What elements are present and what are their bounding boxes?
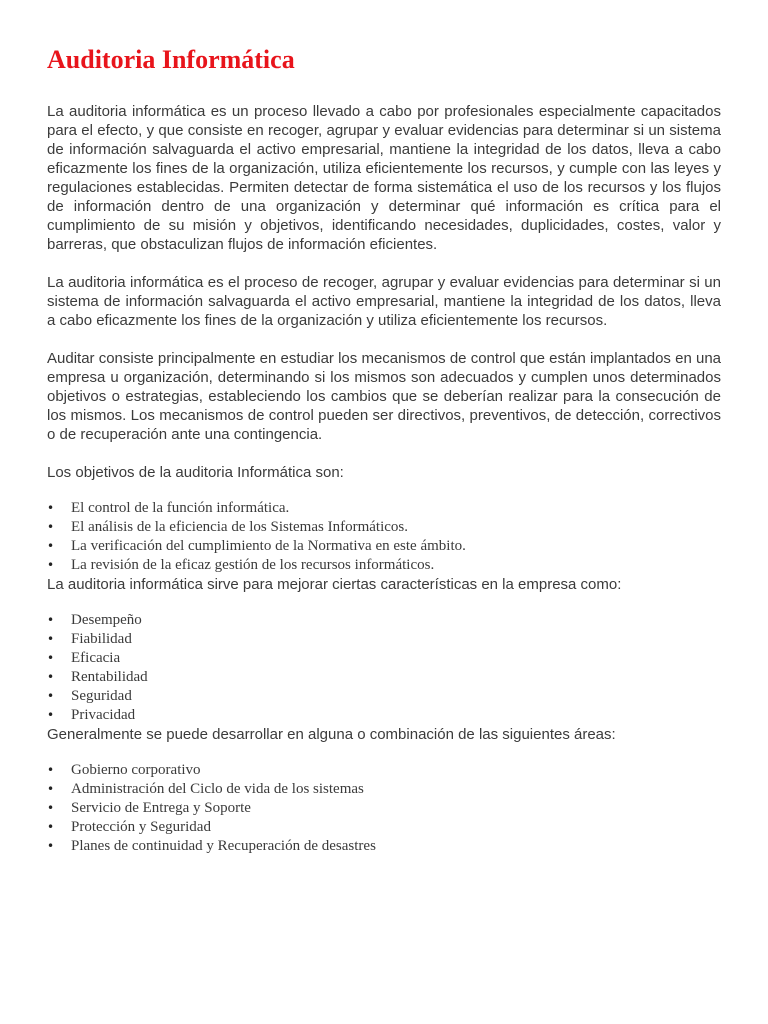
list-item: • Desempeño	[47, 611, 721, 630]
list-item: • Gobierno corporativo	[47, 761, 721, 780]
areas-intro: Generalmente se puede desarrollar en alguna o combinación de las siguientes áreas:	[47, 726, 616, 743]
list-item: • Rentabilidad	[47, 668, 721, 687]
objetivos-intro: Los objetivos de la auditoria Informática son:	[47, 464, 344, 481]
list-item: • Servicio de Entrega y Soporte	[47, 799, 721, 818]
list-item: • Planes de continuidad y Recuperación de desastres	[47, 837, 721, 856]
caracteristicas-list	[47, 611, 721, 725]
list-item: • Seguridad	[47, 687, 721, 706]
list-item: • La verificación del cumplimiento de la Normativa en este ámbito.	[47, 537, 721, 556]
page-title: Auditoria Informática	[47, 45, 295, 74]
document-page	[47, 44, 721, 856]
list-item: • La revisión de la eficaz gestión de los recursos informáticos.	[47, 556, 721, 575]
list-item: • Privacidad	[47, 706, 721, 725]
list-item: • Protección y Seguridad	[47, 818, 721, 837]
list-item: • El análisis de la eficiencia de los Sistemas Informáticos.	[47, 518, 721, 537]
paragraph-auditar: Auditar consiste principalmente en estudiar los mecanismos de control que están implantados en una empresa u organización, determinando si los mismos son adecuados y cumplen unos determinados objetivos o estrategias, estableciendo los cambios que se deberían realizar para la consecución de los mismos. Los mecanismos de control pueden ser directivos, preventivos, de detección, correctivos o de recuperación ante una contingencia.	[47, 350, 721, 443]
areas-list	[47, 761, 721, 856]
paragraph-definition: La auditoria informática es un proceso llevado a cabo por profesionales especialmente capacitados para el efecto, y que consiste en recoger, agrupar y evaluar evidencias para determinar si un sistema de información salvaguarda el activo empresarial, mantiene la integridad de los datos, lleva a cabo eficazmente los fines de la organización, utiliza eficientemente los recursos, y cumple con las leyes y regulaciones establecidas. Permiten detectar de forma sistemática el uso de los recursos y los flujos de información dentro de una organización y determinar qué información es crítica para el cumplimiento de su misión y objetivos, identificando necesidades, duplicidades, costes, valor y barreras, que obstaculizan flujos de información eficientes.	[47, 103, 721, 253]
list-item: • Eficacia	[47, 649, 721, 668]
caracteristicas-intro: La auditoria informática sirve para mejorar ciertas características en la empresa como:	[47, 576, 622, 593]
list-item: • Fiabilidad	[47, 630, 721, 649]
list-item: • El control de la función informática.	[47, 499, 721, 518]
paragraph-process: La auditoria informática es el proceso de recoger, agrupar y evaluar evidencias para determinar si un sistema de información salvaguarda el activo empresarial, mantiene la integridad de los datos, lleva a cabo eficazmente los fines de la organización y utiliza eficientemente los recursos.	[47, 274, 721, 329]
list-item: • Administración del Ciclo de vida de los sistemas	[47, 780, 721, 799]
objetivos-list	[47, 499, 721, 575]
